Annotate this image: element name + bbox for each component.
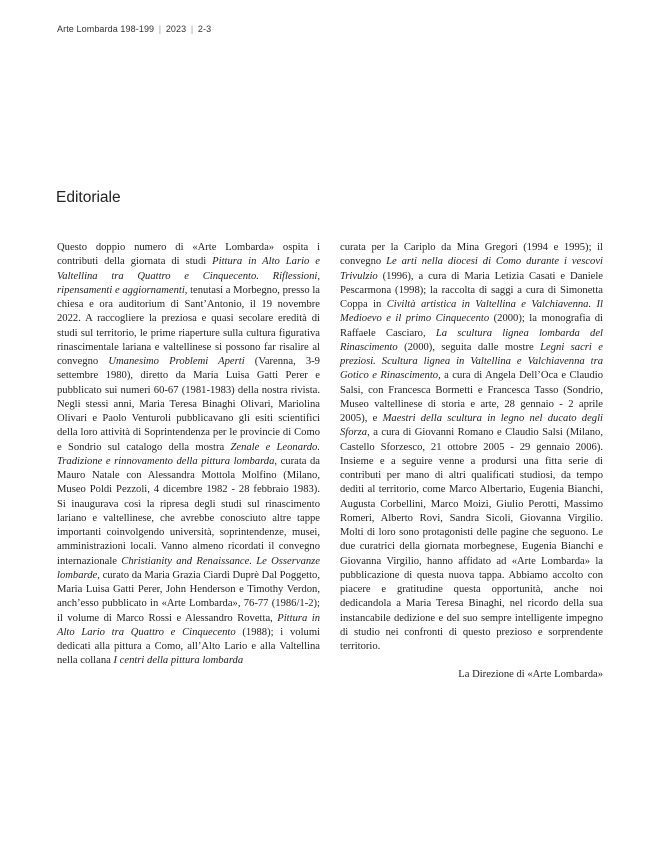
italic-title-run: Zenale e Leonardo. Tradizione e rinnovamento della pittura lombarda <box>57 441 320 467</box>
italic-title-run: La scultura lignea lombarda del Rinascimento <box>340 327 603 353</box>
text-run: (1996), a cura di Maria Letizia Casati e Daniele Pescarmona (1998); la raccolta di saggi a cura di Simonetta Coppa in <box>340 270 603 310</box>
italic-title-run: Pittura in Alto Lario tra Quattro e Cinquecento <box>57 612 320 638</box>
body-paragraph <box>57 241 320 669</box>
running-head <box>57 24 211 34</box>
separator: | <box>188 24 196 34</box>
italic-title-run: I centri della pittura lombarda <box>113 655 244 667</box>
signature: La Direzione di «Arte Lombarda» <box>458 669 603 681</box>
body-paragraph <box>340 241 603 654</box>
italic-title-run: Pittura in Alto Lario e Valtellina tra Quattro e Cinquecento. Riflessioni, ripensamenti e aggiornamenti <box>57 256 320 296</box>
italic-title-run: Le arti nella diocesi di Como durante i vescovi Trivulzio <box>340 256 603 282</box>
text-run: , curata da Mauro Natale con Alessandra Mottola Molfino (Milano, Museo Poldi Pezzoli, 4 dicembre 1982 - 28 febbraio 1983). Si inaugurava così la ripresa degli studi sul rinascimento lariano e valtellinese, che avrebbe conosciuto altre tappe importanti coinvolgendo università, soprintendenze, musei, amministrazioni locali. Vanno almeno ricordati il convegno internazionale <box>57 455 321 567</box>
text-run: curata per la Cariplo da Mina Gregori (1994 e 1995); il convegno <box>340 242 603 268</box>
text-run: , a cura di Giovanni Romano e Claudio Salsi (Milano, Castello Sforzesco, 21 ottobre 2005 - 29 gennaio 2006). Insieme e a seguire venne a prodursi una fitta serie di contributi per mano di altri qualificati studiosi, da tempo dediti al territorio, come Marco Albertario, Eugenia Bianchi, Augusta Corbellini, Marco Moizi, Giulio Perotti, Massimo Romeri, Alberto Rovi, Sandra Sicoli, Giovanna Virgilio. Molti di loro sono protagonisti delle pagine che seguono. Le due curatrici della giornata morbegnese, Eugenia Bianchi e Giovanna Virgilio, hanno affidato ad «Arte Lombarda» la pubblicazione di questa nuova tappa. Abbiamo accolto con piacere e gratitudine questa opportunità, anche noi dedicandola a Maria Teresa Binaghi, nel ricordo della sua instancabile dedizione e del suo sempre intelligente impegno di studio nei confronti di questo prezioso e sorprendente territorio. <box>340 427 603 652</box>
italic-title-run: Umanesimo Problemi Aperti <box>108 356 245 367</box>
text-run: , a cura di Angela Dell’Oca e Claudio Salsi, con Francesca Bormetti e Francesca Tasso (Sondrio, Museo valtellinese di storia e arte, 28 gennaio - 2 aprile 2005), e <box>340 370 604 424</box>
journal-year: 2023 <box>165 24 187 34</box>
body-column-left <box>57 241 320 669</box>
text-run: , curato da Maria Grazia Ciardi Duprè Dal Poggetto, Maria Luisa Gatti Perer, John Henderson e Timothy Verdon, anch’esso pubblicato in «Arte Lombarda», 76-77 (1986/1-2); il volume di Marco Rossi e Alessandro Rovetta, <box>57 569 320 624</box>
text-run: (1988); i volumi dedicati alla pittura a Como, all’Alto Lario e alla Valtellina nella collana <box>57 626 321 667</box>
text-run: (2000), seguita dalle mostre <box>397 341 541 353</box>
separator: | <box>156 24 164 34</box>
journal-issue: Arte Lombarda 198-199 <box>57 24 155 34</box>
text-run: Questo doppio numero di «Arte Lombarda» ospita i contributi della giornata di studi <box>57 242 320 268</box>
italic-title-run: Legni sacri e preziosi. Scultura lignea in Valtellina e Valchiavenna tra Gotico e Rinascimento <box>340 341 603 382</box>
text-run: , tenutasi a Morbegno, presso la chiesa e ora auditorium di Sant’Antonio, il 19 novembre 2022. A raccogliere la preziosa e quasi secolare eredità di studi sul territorio, le prime riaperture sulla cultura figurativa rinascimentale lariana e valtellinese si possono far risalire al convegno <box>57 284 320 367</box>
italic-title-run: Maestri della scultura in legno nel ducato degli Sforza <box>340 413 603 439</box>
page-range: 2-3 <box>197 24 212 34</box>
body-column-right <box>340 241 603 683</box>
italic-title-run: Christianity and Renaissance. Le Osservanze lombarde <box>57 555 320 581</box>
text-run: (2000); la monografia di Raffaele Casciaro, <box>340 313 603 339</box>
text-run: (Varenna, 3-9 settembre 1980), diretto da Maria Luisa Gatti Perer e pubblicato sui numeri 60-67 (1981-1983) della nostra rivista. Negli stessi anni, Maria Teresa Binaghi Olivari, Mariolina Olivari e Paolo Venturoli pubblicavano gli esiti scientifici della loro attività di Soprintendenza per le provincie di Como e Sondrio sul catalogo della mostra <box>57 356 320 453</box>
italic-title-run: Civiltà artistica in Valtellina e Valchiavenna. Il Medioevo e il primo Cinquecento <box>340 299 603 325</box>
page-title: Editoriale <box>56 189 121 206</box>
